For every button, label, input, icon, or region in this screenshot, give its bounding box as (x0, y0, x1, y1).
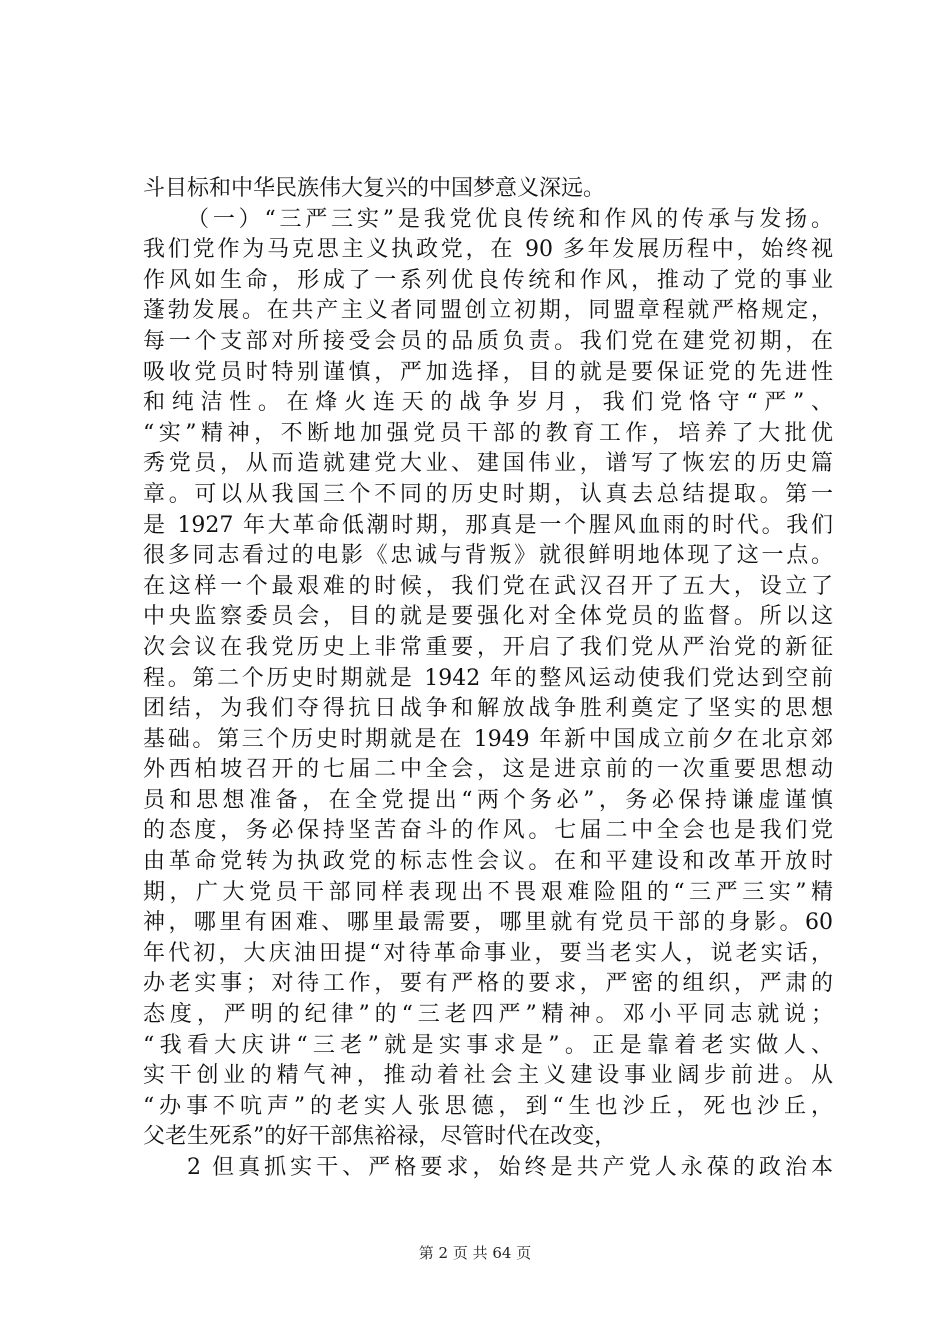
text-line: 实干创业的精气神，推动着社会主义建设事业阔步前进。从 (143, 1063, 833, 1089)
text-line: 是 1927 年大革命低潮时期，那真是一个腥风血雨的时代。我们 (143, 512, 833, 538)
text-line: 员和思想准备，在全党提出“两个务必”，务必保持谦虚谨慎 (143, 787, 833, 813)
text-line: “我看大庆讲“三老”就是实事求是”。正是靠着老实做人、 (143, 1032, 833, 1058)
text-line: 秀党员，从而造就建党大业、建国伟业，谱写了恢宏的历史篇 (143, 451, 833, 477)
text-line: 每一个支部对所接受会员的品质负责。我们党在建党初期，在 (143, 328, 833, 354)
document-body (143, 174, 833, 1184)
text-line: 很多同志看过的电影《忠诚与背叛》就很鲜明地体现了这一点。 (143, 543, 833, 569)
text-line: 年代初，大庆油田提“对待革命事业，要当老实人，说老实话， (143, 940, 833, 966)
text-line: 中央监察委员会，目的就是要强化对全体党员的监督。所以这 (143, 604, 833, 630)
text-line: 章。可以从我国三个不同的历史时期，认真去总结提取。第一 (143, 481, 833, 507)
text-line: 基础。第三个历史时期就是在 1949 年新中国成立前夕在北京郊 (143, 726, 833, 752)
text-line: 次会议在我党历史上非常重要，开启了我们党从严治党的新征 (143, 634, 833, 660)
text-line: 团结，为我们夺得抗日战争和解放战争胜利奠定了坚实的思想 (143, 696, 833, 722)
text-line: 期，广大党员干部同样表现出不畏艰难险阻的“三严三实”精 (143, 879, 833, 905)
text-line: “实”精神，不断地加强党员干部的教育工作，培养了大批优 (143, 420, 833, 446)
text-line: 蓬勃发展。在共产主义者同盟创立初期，同盟章程就严格规定， (143, 298, 833, 324)
text-line: 由革命党转为执政党的标志性会议。在和平建设和改革开放时 (143, 849, 833, 875)
page-number-footer: 第 2 页 共 64 页 (418, 1244, 532, 1262)
text-line: 态度，严明的纪律”的“三老四严”精神。邓小平同志就说； (143, 1002, 833, 1028)
text-line: 程。第二个历史时期就是 1942 年的整风运动使我们党达到空前 (143, 665, 833, 691)
text-line: 的态度，务必保持坚苦奋斗的作风。七届二中全会也是我们党 (143, 818, 833, 844)
text-line: 神，哪里有困难、哪里最需要，哪里就有党员干部的身影。60 (143, 910, 833, 936)
text-line: （一）“三严三实”是我党优良传统和作风的传承与发扬。 (187, 206, 833, 232)
text-line: 父老生死系”的好干部焦裕禄，尽管时代在改变， (143, 1124, 617, 1150)
text-line: 和纯洁性。在烽火连天的战争岁月，我们党恪守“严”、 (143, 390, 833, 416)
text-line: 我们党作为马克思主义执政党，在 90 多年发展历程中，始终视 (143, 237, 833, 263)
text-line: 作风如生命，形成了一系列优良传统和作风，推动了党的事业 (143, 267, 833, 293)
text-line: 外西柏坡召开的七届二中全会，这是进京前的一次重要思想动 (143, 757, 833, 783)
text-line: 在这样一个最艰难的时候，我们党在武汉召开了五大，设立了 (143, 573, 833, 599)
text-line: 斗目标和中华民族伟大复兴的中国梦意义深远。 (143, 176, 606, 201)
text-line: 吸收党员时特别谨慎，严加选择，目的就是要保证党的先进性 (143, 359, 833, 385)
text-line: 办老实事；对待工作，要有严格的要求，严密的组织，严肃的 (143, 971, 833, 997)
text-line: 2 但真抓实干、严格要求，始终是共产党人永葆的政治本 (187, 1155, 833, 1180)
text-line: “办事不吭声”的老实人张思德，到“生也沙丘，死也沙丘， (143, 1093, 833, 1119)
